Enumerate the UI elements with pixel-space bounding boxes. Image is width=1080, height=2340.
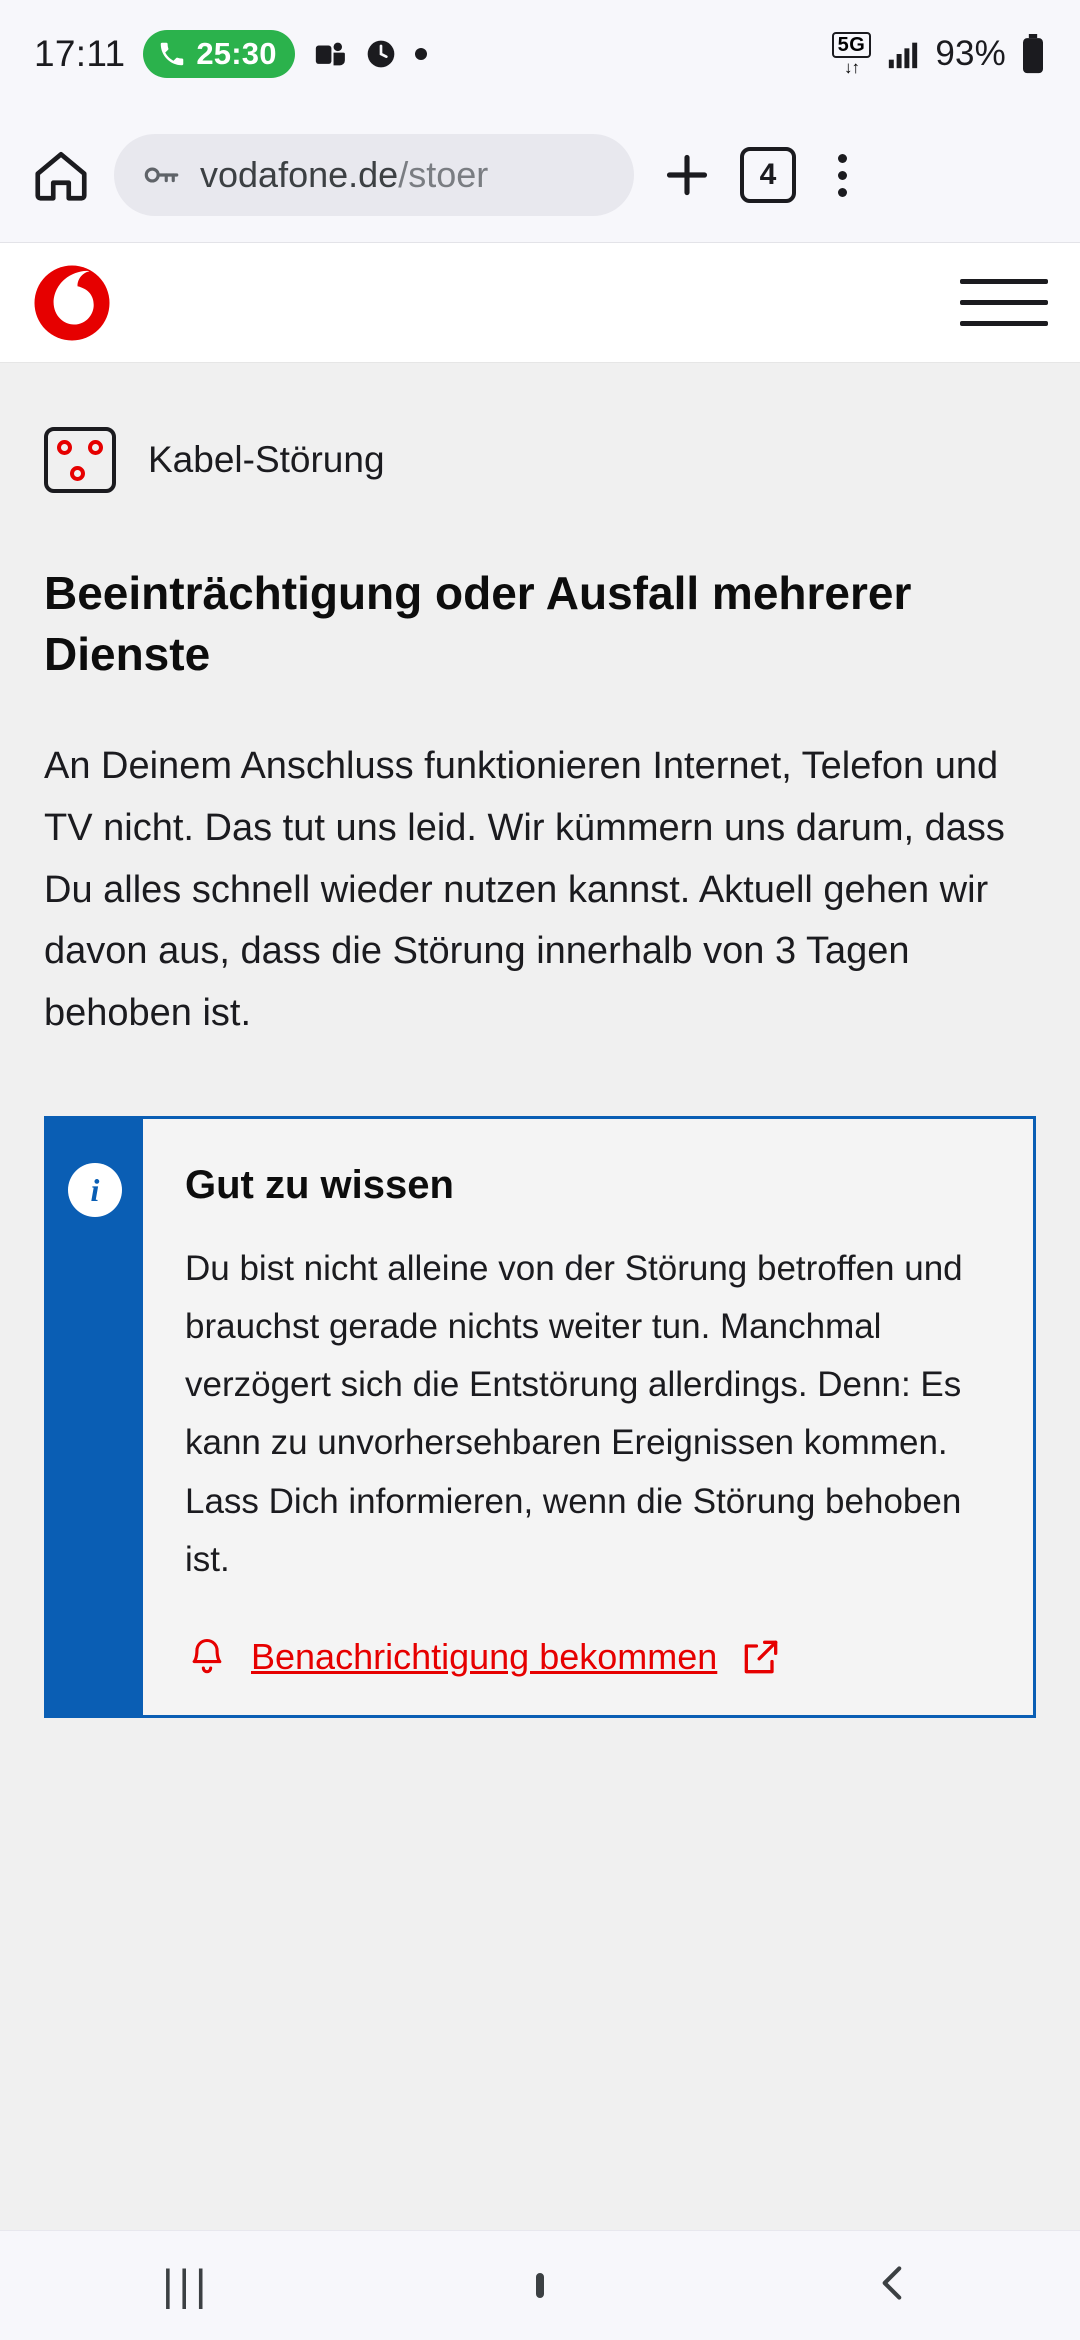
- vodafone-logo: [32, 263, 112, 343]
- more-vertical-icon-dot3: [838, 188, 847, 197]
- url-path: /stoer: [398, 154, 489, 195]
- external-link-icon: [739, 1635, 783, 1679]
- home-square-icon: [536, 2273, 544, 2298]
- tab-count-label: 4: [759, 158, 777, 191]
- system-nav-bar: [0, 2230, 1080, 2340]
- socket-hole-1: [57, 440, 72, 455]
- tab-switcher-button[interactable]: [740, 147, 796, 203]
- call-timer: 25:30: [196, 36, 277, 71]
- network-type-label: 5G: [832, 32, 872, 58]
- notification-link-label: Benachrichtigung bekommen: [251, 1635, 718, 1677]
- socket-hole-3: [70, 466, 85, 481]
- battery-percent: 93%: [935, 34, 1006, 73]
- hamburger-menu-icon[interactable]: [960, 268, 1048, 338]
- url-text: [200, 154, 488, 196]
- burger-line-2: [960, 300, 1048, 305]
- browser-toolbar: [0, 108, 1080, 243]
- active-call-pill[interactable]: [143, 30, 294, 78]
- phone-icon: [157, 39, 187, 69]
- category-label: Kabel-Störung: [148, 439, 385, 480]
- dot-icon: [415, 48, 427, 60]
- bell-icon: [185, 1635, 229, 1679]
- network-arrows: ↓↑: [844, 58, 859, 77]
- page-title: Beeinträchtigung oder Ausfall mehrerer Dienste: [44, 567, 912, 680]
- info-box-body: [143, 1119, 1033, 1715]
- plus-icon: [659, 147, 715, 203]
- browser-menu-button[interactable]: [814, 140, 870, 210]
- home-icon: [30, 144, 92, 206]
- home-button[interactable]: [26, 140, 96, 210]
- burger-line-3: [960, 321, 1048, 326]
- info-box-text: Du bist nicht alleine von der Störung betroffen und brauchst gerade nichts weiter tun. Manchmal verzögert sich die Entstörung allerdings. Denn: Es kann zu unvorhersehbaren Ereignissen kommen. Lass Dich informieren, wenn die Störung behoben ist.: [185, 1249, 963, 1579]
- back-button[interactable]: [868, 2258, 918, 2313]
- notification-link[interactable]: [185, 1635, 993, 1679]
- battery-icon: [1020, 34, 1046, 74]
- url-bar[interactable]: [114, 134, 634, 216]
- status-bar-left: [34, 30, 427, 78]
- status-bar-right: [832, 32, 1046, 76]
- more-vertical-icon: [838, 154, 847, 163]
- teams-icon: [313, 37, 347, 71]
- status-clock: 17:11: [34, 33, 126, 74]
- network-type-indicator: [832, 32, 872, 76]
- burger-line-1: [960, 279, 1048, 284]
- info-icon: i: [68, 1163, 122, 1217]
- info-box-title: Gut zu wissen: [185, 1163, 454, 1208]
- back-chevron-icon: [868, 2258, 918, 2308]
- info-box-accent-bar: [47, 1119, 143, 1715]
- cable-socket-icon: [44, 427, 116, 493]
- category-row: [44, 427, 1036, 493]
- webpage-viewport: [0, 243, 1080, 2230]
- status-bar: [0, 0, 1080, 108]
- permission-icon: [140, 154, 182, 196]
- page-content: [0, 363, 1080, 1718]
- socket-hole-2: [88, 440, 103, 455]
- new-tab-button[interactable]: [652, 140, 722, 210]
- signal-bars-icon: [885, 37, 921, 71]
- site-header: [0, 243, 1080, 363]
- recents-button[interactable]: [162, 2261, 211, 2311]
- info-box: [44, 1116, 1036, 1718]
- url-domain: vodafone.de: [200, 154, 399, 195]
- page-body-text: An Deinem Anschluss funktionieren Internet, Telefon und TV nicht. Das tut uns leid. Wir kümmern uns darum, dass Du alles schnell wieder nutzen kannst. Aktuell gehen wir davon aus, dass die Störung innerhalb von 3 Tagen behoben ist.: [44, 745, 1005, 1034]
- more-vertical-icon-dot2: [838, 171, 847, 180]
- clock-badge-icon: [365, 38, 397, 70]
- home-button-nav[interactable]: [536, 2277, 544, 2295]
- recents-icon: |||: [162, 2260, 212, 2310]
